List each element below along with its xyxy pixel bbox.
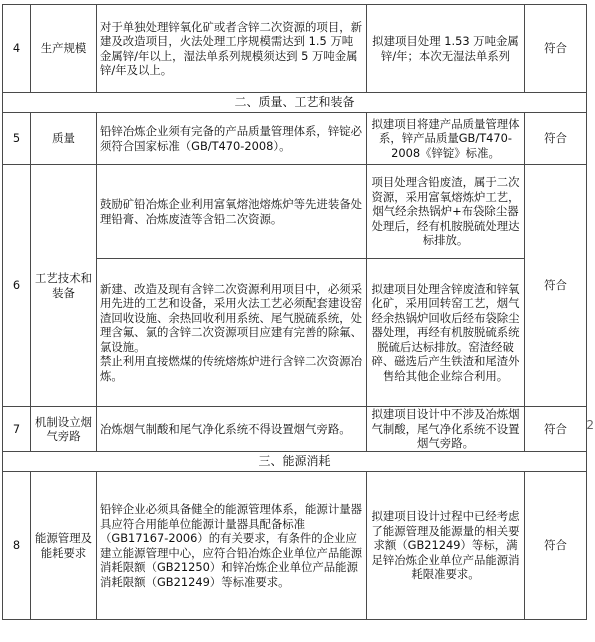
requirement-text: 铅锌冶炼企业须有完备的产品质量管理体系，锌锭必须符合国家标准（GB/T470-2008）。: [97, 113, 367, 165]
requirement-text: 冶炼烟气制酸和尾气净化系统不得设置烟气旁路。: [97, 407, 367, 452]
table-row-7: [3, 407, 587, 452]
table-row-6a: [3, 165, 587, 259]
item-name: 能源管理及能耗要求: [31, 472, 97, 620]
row-number: 5: [3, 113, 31, 165]
row-number: 6: [3, 165, 31, 407]
requirement-text-prohibition: 禁止利用直接燃煤的传统熔炼炉进行含锌二次资源冶炼。: [100, 354, 362, 383]
requirement-text: 对于单独处理锌氧化矿或者含锌二次资源的项目，新建及改造项目，火法处理工序规模需达到 1.5 万吨金属锌/年以上，湿法单系列规模须达到 5 万吨金属锌/年及以上。: [97, 5, 367, 93]
project-status: 拟建项目设计过程中已经考虑了能源管理及能源量的相关要求额（GB21249）等标，满足锌冶炼企业单位产品能源消耗限准要求。: [367, 472, 525, 620]
section-title: 三、能源消耗: [3, 452, 587, 472]
result-cell: 符合: [525, 5, 587, 93]
cut-off-glyph: 2: [586, 418, 594, 432]
item-name: 工艺技术和装备: [31, 165, 97, 407]
result-cell: 符合: [525, 165, 587, 407]
section-title: 二、质量、工艺和装备: [3, 93, 587, 113]
project-status: 拟建项目处理 1.53 万吨金属锌/年；本次无湿法单系列: [367, 5, 525, 93]
section-header-energy: [3, 452, 587, 472]
project-status: 拟建项目将建产品质量管理体系，锌产品质量GB/T470-2008《锌锭》标准。: [367, 113, 525, 165]
row-number: 4: [3, 5, 31, 93]
project-status: 拟建项目设计中不涉及冶炼烟气制酸，尾气净化系统不设置烟气旁路。: [367, 407, 525, 452]
requirement-text: 新建、改造及现有含锌二次资源利用项目中，必须采用先进的工艺和设备，采用火法工艺必须配套建设窑渣回收设施、余热回收利用系统、尾气脱硫系统，处理含氟、氯的含锌二次资源项目应建有完善的除氟、氯设施。: [100, 281, 362, 354]
row-number: 8: [3, 472, 31, 620]
requirement-cell: [97, 259, 367, 407]
section-header-quality: [3, 93, 587, 113]
result-cell: 符合: [525, 472, 587, 620]
table-row-4: [3, 5, 587, 93]
table-row-5: [3, 113, 587, 165]
row-number: 7: [3, 407, 31, 452]
project-status: 项目处理含铅废渣，属于二次资源，采用富氧熔炼炉工艺，烟气经余热锅炉+布袋除尘器处理后，经有机胺脱硫处理达标排放。: [367, 165, 525, 259]
item-name: 机制设立烟气旁路: [31, 407, 97, 452]
item-name: 生产规模: [31, 5, 97, 93]
requirement-text: 鼓励矿铅冶炼企业利用富氧熔池熔炼炉等先进装备处理铅膏、冶炼废渣等含铅二次资源。: [97, 165, 367, 259]
project-status: 拟建项目处理含锌废渣和锌氧化矿，采用回转窑工艺，烟气经余热锅炉回收后经布袋除尘器处理，再经有机胺脱硫系统脱硫后达标排放。窑渣经破碎、磁选后产生铁渣和尾渣外售给其他企业综合利用。: [367, 259, 525, 407]
item-name: 质量: [31, 113, 97, 165]
table-row-8: [3, 472, 587, 620]
requirement-text: 铅锌企业必须具备健全的能源管理体系，能源计量器具应符合用能单位能源计量器具配备标准（GB17167-2006）的有关要求，有条件的企业应建立能源管理中心，应符合铅冶炼企业单位产品能源消耗限额（GB21250）和锌冶炼企业单位产品能源消耗限额（GB21249）等标准要求。: [97, 472, 367, 620]
compliance-table: [2, 4, 587, 620]
result-cell: 符合: [525, 407, 587, 452]
result-cell: 符合: [525, 113, 587, 165]
